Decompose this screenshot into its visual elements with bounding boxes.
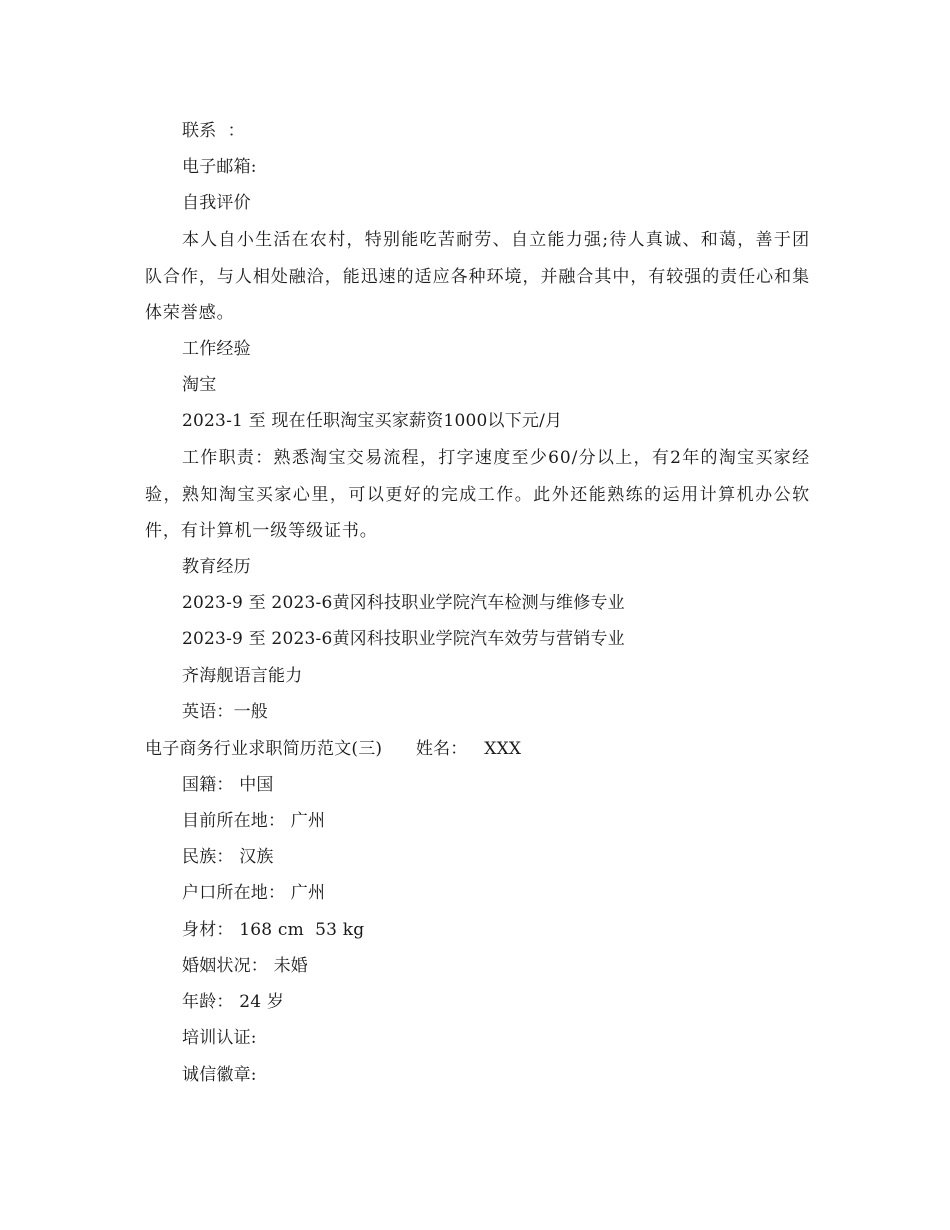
resume-title-line: 电子商务行业求职简历范文(三) 姓名： XXX bbox=[145, 739, 522, 759]
marital-line: 婚姻状况： 未婚 bbox=[182, 956, 309, 976]
work-period-line: 2023-1 至 现在任职淘宝买家薪资1000以下元/月 bbox=[182, 411, 563, 431]
duties-paragraph: 工作职责：熟悉淘宝交易流程，打字速度至少60/分以上，有2年的淘宝买家经验，熟知淘宝买家心里，可以更好的完成工作。此外还能熟练的运用计算机办公软件，有计算机一级等级证书。 bbox=[145, 448, 810, 541]
work-heading: 工作经验 bbox=[182, 339, 251, 359]
email-line: 电子邮箱: bbox=[182, 157, 257, 177]
age-line: 年龄： 24 岁 bbox=[182, 992, 285, 1012]
training-line: 培训认证: bbox=[182, 1028, 257, 1048]
english-line: 英语：一般 bbox=[182, 702, 268, 722]
nationality-line: 国籍： 中国 bbox=[182, 775, 274, 795]
contact-line: 联系 ： bbox=[182, 121, 245, 141]
edu-line-2: 2023-9 至 2023-6黄冈科技职业学院汽车效劳与营销专业 bbox=[182, 629, 625, 649]
edu-line-1: 2023-9 至 2023-6黄冈科技职业学院汽车检测与维修专业 bbox=[182, 593, 625, 613]
company-line: 淘宝 bbox=[182, 375, 217, 395]
integrity-line: 诚信徽章: bbox=[182, 1065, 257, 1085]
language-heading: 齐海舰语言能力 bbox=[182, 666, 303, 686]
ethnicity-line: 民族： 汉族 bbox=[182, 847, 274, 867]
edu-heading: 教育经历 bbox=[182, 557, 251, 577]
hukou-line: 户口所在地： 广州 bbox=[182, 883, 326, 903]
body-line: 身材： 168 cm 53 kg bbox=[182, 920, 365, 940]
location-line: 目前所在地： 广州 bbox=[182, 811, 326, 831]
self-eval-heading: 自我评价 bbox=[182, 193, 251, 213]
self-eval-paragraph: 本人自小生活在农村，特别能吃苦耐劳、自立能力强;待人真诚、和蔼，善于团队合作，与人相处融洽，能迅速的适应各种环境，并融合其中，有较强的责任心和集体荣誉感。 bbox=[145, 230, 810, 323]
